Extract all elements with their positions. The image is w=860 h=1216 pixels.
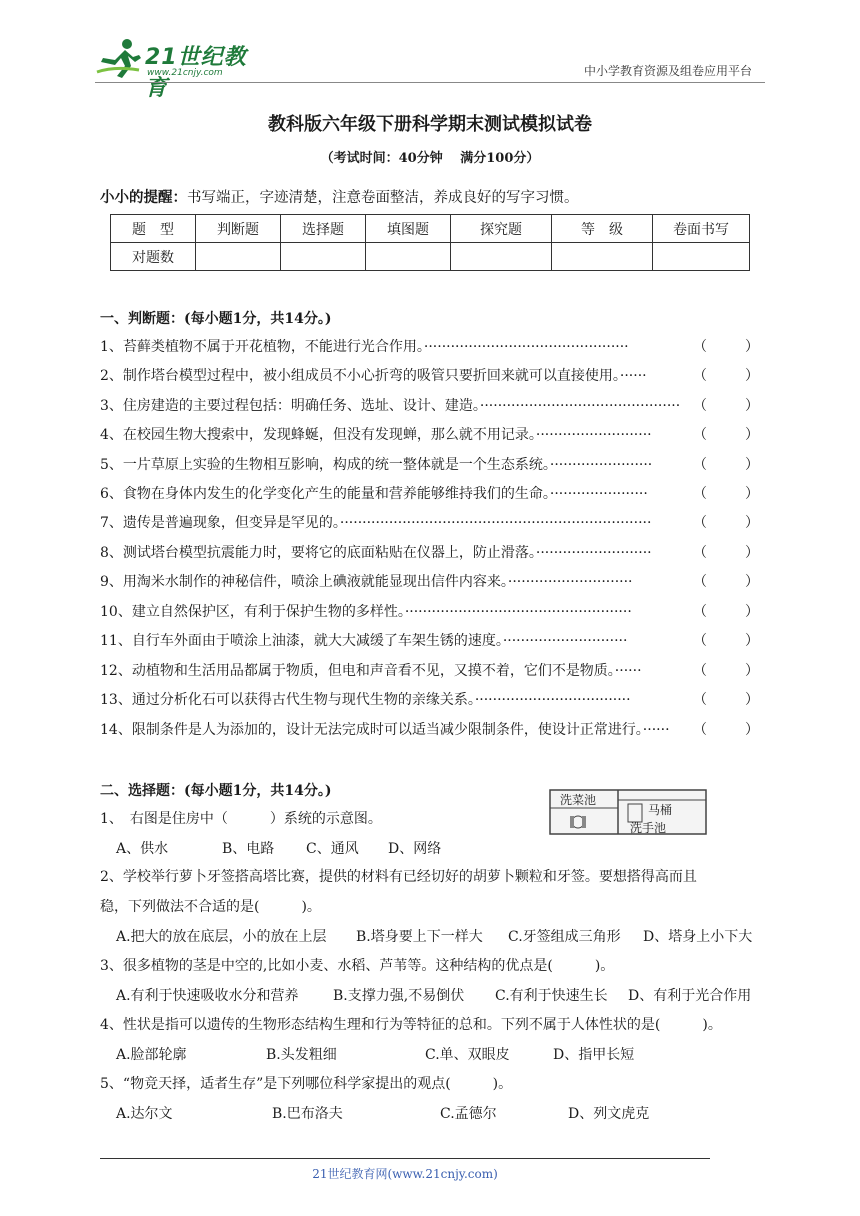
choice-question-stem: 2、学校举行萝卜牙签搭高塔比赛，提供的材料有已经切好的胡萝卜颗粒和牙签。要想搭得高而且: [100, 869, 697, 885]
reminder: [100, 186, 579, 207]
runner-logo-icon: [95, 38, 145, 78]
choice-option[interactable]: B.头发粗细: [266, 1047, 337, 1063]
question-text: 12、动植物和生活用品都属于物质，但电和声音看不见，又摸不着，它们不是物质。······: [100, 663, 642, 679]
logo: [95, 38, 265, 101]
header-divider: [95, 82, 765, 83]
score-header-cell: 卷面书写: [653, 215, 750, 243]
score-header-cell: 题 型: [111, 215, 196, 243]
judgement-question: 6、食物在身体内发生的化学变化产生的能量和营养能够维持我们的生命。······················ （ ）: [100, 483, 765, 503]
judgement-question: 12、动植物和生活用品都属于物质，但电和声音看不见，又摸不着，它们不是物质。······ （ ）: [100, 660, 765, 680]
score-header-cell: 探究题: [451, 215, 552, 243]
choice-question-stem: 3、很多植物的茎是中空的,比如小麦、水稻、芦苇等。这种结构的优点是( )。: [100, 958, 615, 974]
judgement-question: 14、限制条件是人为添加的，设计无法完成时可以适当减少限制条件，使设计正常进行。······ （ ）: [100, 719, 765, 739]
reminder-label: 小小的提醒：: [100, 189, 187, 206]
question-text: 8、测试塔台模型抗震能力时，要将它的底面粘贴在仪器上，防止滑落。··························: [100, 545, 652, 561]
score-cell[interactable]: [653, 243, 750, 271]
choice-option[interactable]: B.塔身要上下一样大: [356, 929, 483, 945]
section-heading-judgement: 一、判断题：(每小题1分，共14分。): [100, 311, 332, 327]
score-table-data-row: [111, 243, 750, 271]
choice-option[interactable]: C.有利于快速生长: [495, 988, 608, 1004]
score-cell[interactable]: [552, 243, 653, 271]
question-text: 2、制作塔台模型过程中，被小组成员不小心折弯的吸管只要折回来就可以直接使用。······: [100, 368, 647, 384]
score-cell[interactable]: [196, 243, 281, 271]
choice-option[interactable]: D、塔身上小下大: [643, 929, 753, 945]
choice-option[interactable]: A.达尔文: [116, 1106, 173, 1122]
choice-option[interactable]: D、网络: [388, 841, 442, 857]
score-header-cell: 填图题: [366, 215, 451, 243]
diagram-label-washbasin: 洗手池: [630, 821, 667, 835]
section-heading-choice: 二、选择题：(每小题1分，共14分。): [100, 783, 332, 799]
score-cell[interactable]: [281, 243, 366, 271]
score-row-label: 对题数: [111, 243, 196, 271]
choice-question-stem: 稳，下列做法不合适的是( )。: [100, 899, 321, 915]
choice-option[interactable]: D、指甲长短: [553, 1047, 635, 1063]
question-text: 14、限制条件是人为添加的，设计无法完成时可以适当减少限制条件，使设计正常进行。······: [100, 722, 670, 738]
judgement-question: 2、制作塔台模型过程中，被小组成员不小心折弯的吸管只要折回来就可以直接使用。······ （ ）: [100, 365, 765, 385]
exam-info: （考试时间：40分钟 满分100分）: [320, 151, 540, 166]
question-text: 5、一片草原上实验的生物相互影响，构成的统一整体就是一个生态系统。·······················: [100, 457, 653, 473]
question-text: 13、通过分析化石可以获得古代生物与现代生物的亲缘关系。···································: [100, 692, 631, 708]
page-header: [95, 30, 760, 101]
choice-question-stem: 5、“物竞天择，适者生存”是下列哪位科学家提出的观点( )。: [100, 1076, 513, 1092]
choice-option[interactable]: A、供水: [116, 841, 169, 857]
diagram-label-sink: 洗菜池: [560, 793, 597, 807]
choice-option[interactable]: D、有利于光合作用: [628, 988, 752, 1004]
choice-option[interactable]: C.孟德尔: [440, 1106, 497, 1122]
judgement-question: 10、建立自然保护区，有利于保护生物的多样性。··················································· （ ）: [100, 601, 765, 621]
judgement-question: 3、住房建造的主要过程包括：明确任务、选址、设计、建造。············································· （ ）: [100, 395, 765, 415]
judgement-question: 9、用淘米水制作的神秘信件，喷涂上碘液就能显现出信件内容来。···························· （ ）: [100, 571, 765, 591]
question-text: 10、建立自然保护区，有利于保护生物的多样性。···················································: [100, 604, 632, 620]
question-text: 3、住房建造的主要过程包括：明确任务、选址、设计、建造。·············································: [100, 398, 681, 414]
logo-url: www.21cnjy.com: [147, 68, 223, 78]
choice-option[interactable]: B、电路: [222, 841, 275, 857]
logo-text: 21世纪教育: [145, 45, 247, 101]
plumbing-diagram: [548, 786, 708, 836]
question-text: 6、食物在身体内发生的化学变化产生的能量和营养能够维持我们的生命。······················: [100, 486, 648, 502]
score-header-cell: 判断题: [196, 215, 281, 243]
score-cell[interactable]: [451, 243, 552, 271]
judgement-question: 8、测试塔台模型抗震能力时，要将它的底面粘贴在仪器上，防止滑落。·························· （ ）: [100, 542, 765, 562]
diagram-label-toilet: 马桶: [648, 803, 673, 817]
page-title: 教科版六年级下册科学期末测试模拟试卷: [268, 114, 592, 135]
judgement-question: 11、自行车外面由于喷涂上油漆，就大大减缓了车架生锈的速度。···························· （ ）: [100, 630, 765, 650]
reminder-text: 书写端正，字迹清楚，注意卷面整洁，养成良好的写字习惯。: [187, 190, 579, 206]
choice-option[interactable]: B.巴布洛夫: [272, 1106, 343, 1122]
choice-option[interactable]: C、通风: [306, 841, 359, 857]
judgement-question: 5、一片草原上实验的生物相互影响，构成的统一整体就是一个生态系统。······················· （ ）: [100, 454, 765, 474]
judgement-question: 1、苔藓类植物不属于开花植物，不能进行光合作用。·············································· （ ）: [100, 336, 765, 356]
question-text: 7、遗传是普遍现象，但变异是罕见的。······································································: [100, 515, 652, 531]
question-text: 11、自行车外面由于喷涂上油漆，就大大减缓了车架生锈的速度。····························: [100, 633, 628, 649]
score-cell[interactable]: [366, 243, 451, 271]
choice-option[interactable]: B.支撑力强,不易倒伏: [333, 988, 465, 1004]
question-text: 9、用淘米水制作的神秘信件，喷涂上碘液就能显现出信件内容来。····························: [100, 574, 633, 590]
score-header-cell: 等 级: [552, 215, 653, 243]
question-text: 1、苔藓类植物不属于开花植物，不能进行光合作用。··············································: [100, 339, 629, 355]
choice-option[interactable]: A.有利于快速吸收水分和营养: [116, 988, 299, 1004]
choice-option[interactable]: D、列文虎克: [568, 1106, 650, 1122]
score-table: [110, 214, 750, 271]
choice-option[interactable]: C.牙签组成三角形: [508, 929, 621, 945]
choice-question-stem: 1、 右图是住房中（ ）系统的示意图。: [100, 811, 382, 827]
question-text: 4、在校园生物大搜索中，发现蜂蜒，但没有发现蝉，那么就不用记录。··························: [100, 427, 652, 443]
score-header-cell: 选择题: [281, 215, 366, 243]
judgement-question: 7、遗传是普遍现象，但变异是罕见的。······································································ （ ）: [100, 512, 765, 532]
platform-label: 中小学教育资源及组卷应用平台: [583, 64, 752, 78]
judgement-question: 13、通过分析化石可以获得古代生物与现代生物的亲缘关系。··································· （ ）: [100, 689, 765, 709]
choice-option[interactable]: A.把大的放在底层，小的放在上层: [116, 929, 327, 945]
footer-text[interactable]: 21世纪教育网(www.21cnjy.com): [312, 1167, 498, 1181]
choice-option[interactable]: A.脸部轮廓: [116, 1047, 187, 1063]
footer-divider: [100, 1158, 710, 1159]
choice-option[interactable]: C.单、双眼皮: [425, 1047, 510, 1063]
score-table-header-row: [111, 215, 750, 243]
judgement-question: 4、在校园生物大搜索中，发现蜂蜒，但没有发现蝉，那么就不用记录。·························· （ ）: [100, 424, 765, 444]
choice-question-stem: 4、性状是指可以遗传的生物形态结构生理和行为等特征的总和。下列不属于人体性状的是( )。: [100, 1017, 722, 1033]
